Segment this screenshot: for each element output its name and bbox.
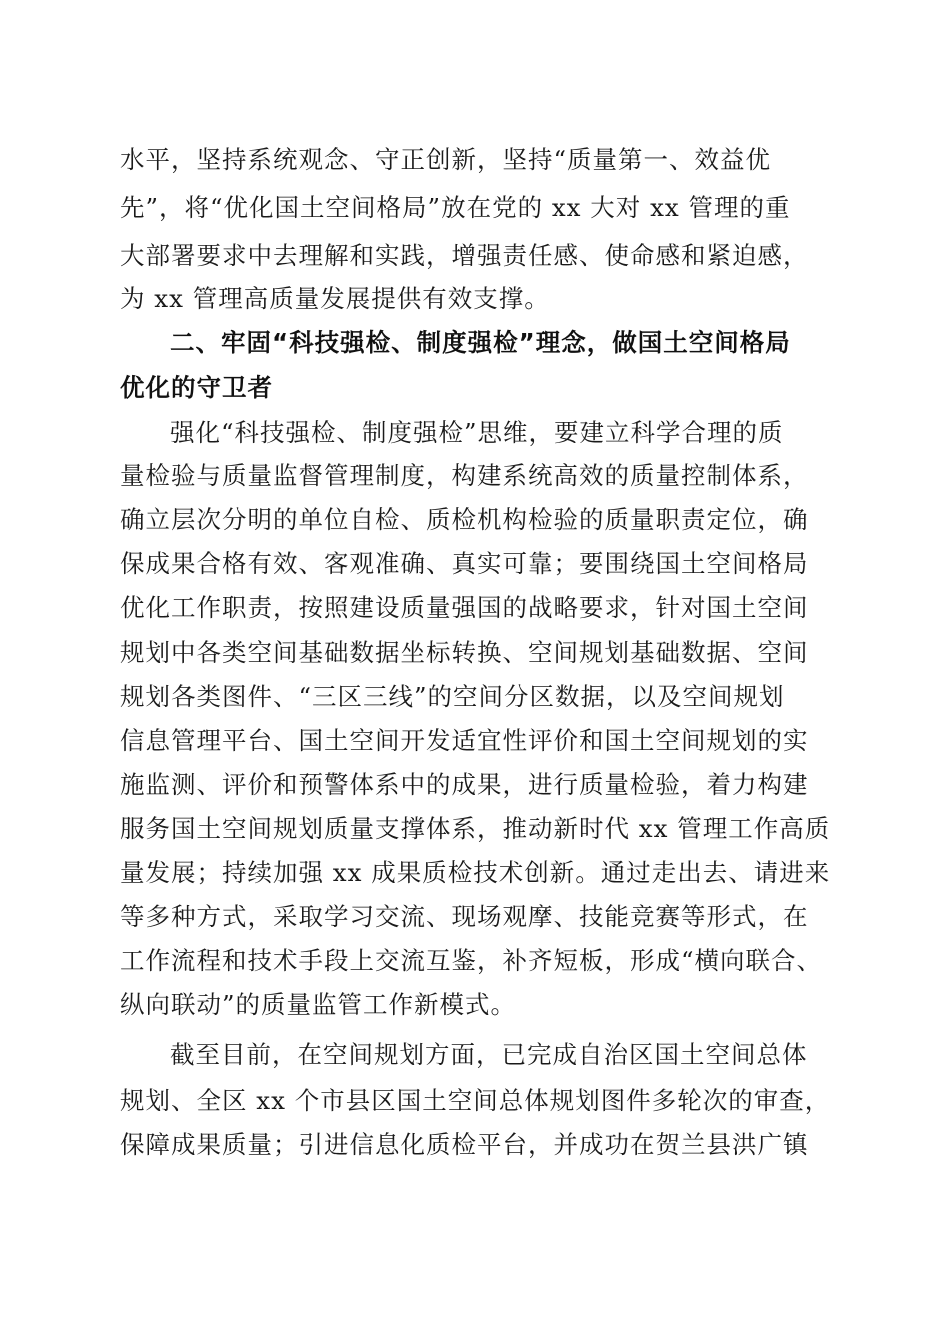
paragraph-line: 规划各类图件、“三区三线”的空间分区数据，以及空间规划 — [120, 682, 785, 711]
paragraph-line: 工作流程和技术手段上交流互鉴，补齐短板，形成“横向联合、 — [120, 946, 823, 975]
paragraph-line: 信息管理平台、国土空间开发适宜性评价和国土空间规划的实 — [120, 726, 809, 755]
section-heading: 优化的守卫者 — [120, 373, 273, 402]
paragraph-line: 水平，坚持系统观念、守正创新，坚持“质量第一、效益优 — [120, 145, 772, 174]
paragraph-line: 确立层次分明的单位自检、质检机构检验的质量职责定位，确 — [120, 505, 809, 534]
paragraph-line: 服务国土空间规划质量支撑体系，推动新时代 xx 管理工作高质 — [120, 814, 831, 843]
paragraph-line: 强化“科技强检、制度强检”思维，要建立科学合理的质 — [170, 418, 784, 447]
paragraph-line: 等多种方式，采取学习交流、现场观摩、技能竞赛等形式，在 — [120, 902, 809, 931]
paragraph-line: 大部署要求中去理解和实践，增强责任感、使命感和紧迫感， — [120, 241, 809, 270]
paragraph-line: 施监测、评价和预警体系中的成果，进行质量检验，着力构建 — [120, 770, 809, 799]
section-heading: 二、牢固“科技强检、制度强检”理念，做国土空间格局 — [170, 328, 791, 357]
paragraph-line: 截至目前，在空间规划方面，已完成自治区国土空间总体 — [170, 1040, 808, 1069]
paragraph-line: 量检验与质量监督管理制度，构建系统高效的质量控制体系， — [120, 461, 809, 490]
paragraph-line: 保成果合格有效、客观准确、真实可靠；要围绕国土空间格局 — [120, 549, 809, 578]
paragraph-line: 规划中各类空间基础数据坐标转换、空间规划基础数据、空间 — [120, 638, 809, 667]
paragraph-line: 规划、全区 xx 个市县区国土空间总体规划图件多轮次的审查， — [120, 1086, 831, 1115]
paragraph-line: 量发展；持续加强 xx 成果质检技术创新。通过走出去、请进来 — [120, 858, 831, 887]
paragraph-line: 先”，将“优化国土空间格局”放在党的 xx 大对 xx 管理的重 — [120, 193, 791, 222]
paragraph-line: 为 xx 管理高质量发展提供有效支撑。 — [120, 284, 550, 313]
paragraph-line: 保障成果质量；引进信息化质检平台，并成功在贺兰县洪广镇 — [120, 1130, 809, 1159]
paragraph-line: 优化工作职责，按照建设质量强国的战略要求，针对国土空间 — [120, 593, 809, 622]
paragraph-line: 纵向联动”的质量监管工作新模式。 — [120, 990, 517, 1019]
